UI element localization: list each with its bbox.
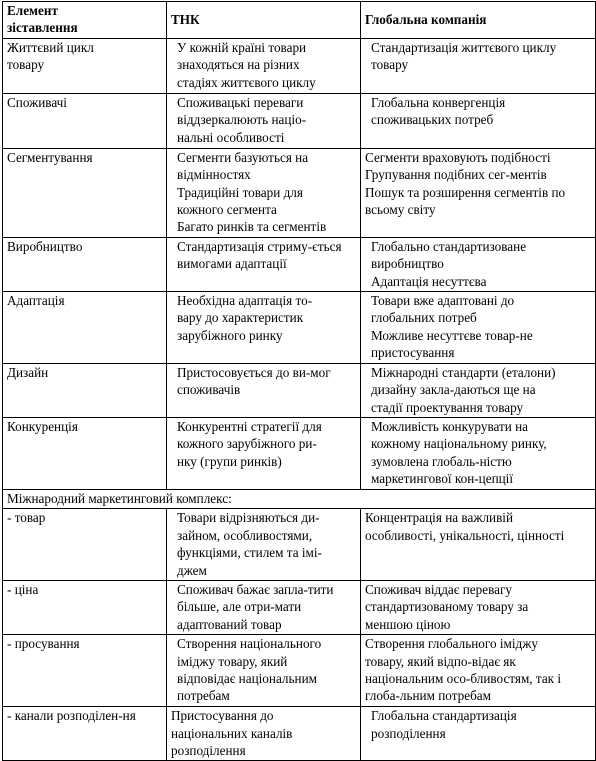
tnc-cell: Пристосування до національних каналів розподілення (167, 707, 361, 761)
row-label: Виробництво (3, 237, 167, 291)
row-label: Життєвий цикл товару (3, 38, 167, 93)
header-tnc: ТНК (167, 2, 361, 39)
row-label: Сегментування (3, 148, 167, 237)
table-row (3, 363, 596, 417)
tnc-cell: Створення національного іміджу товару, який відповідає національним потребам (167, 635, 361, 707)
tnc-cell: Споживацькі переваги віддзеркалюють націо- нальні особливості (167, 93, 361, 148)
global-cell: Можливість конкурувати на кожному національному ринку, зумовлена глобаль-ністю маркетингової кон-цепції (361, 417, 596, 489)
table-row (3, 237, 596, 291)
global-cell: Глобально стандартизоване виробництво Адаптація несуттєва (361, 237, 596, 291)
global-cell: Глобальна стандартизація розподілення (361, 707, 596, 761)
comparison-table (2, 1, 596, 761)
section-title: Міжнародний маркетинговий комплекс: (3, 489, 596, 508)
row-label: - канали розподілен-ня (3, 707, 167, 761)
table-row (3, 635, 596, 707)
global-cell: Сегменти враховують подібності Групування подібних сег-ментів Пошук та розширення сегментів по всьому світу (361, 148, 596, 237)
global-cell: Стандартизація життєвого циклу товару (361, 38, 596, 93)
tnc-cell: Сегменти базуються на відмінностях Традиційні товари для кожного сегмента Багато ринків та сегментів (167, 148, 361, 237)
row-label: Дизайн (3, 363, 167, 417)
global-cell: Створення глобального іміджу товару, який відпо-відає як національним осо-бливостям, так і глоба-льним потребам (361, 635, 596, 707)
table-row (3, 509, 596, 581)
table-row (3, 292, 596, 364)
table-row (3, 148, 596, 237)
tnc-cell: Стандартизація стриму-ється вимогами адаптації (167, 237, 361, 291)
tnc-cell: Необхідна адаптація то- вару до характеристик зарубіжного ринку (167, 292, 361, 364)
tnc-cell: У кожній країні товари знаходяться на різних стадіях життєвого циклу (167, 38, 361, 93)
tnc-cell: Конкурентні стратегії для кожного зарубіжного ри- нку (групи ринків) (167, 417, 361, 489)
table-row (3, 580, 596, 634)
table-row (3, 707, 596, 761)
row-label: Конкуренція (3, 417, 167, 489)
header-element: Елемент зіставлення (3, 2, 167, 39)
header-global-company: Глобальна компанія (361, 2, 596, 39)
table-row (3, 417, 596, 489)
table-row (3, 38, 596, 93)
row-label: Адаптація (3, 292, 167, 364)
row-label: Споживачі (3, 93, 167, 148)
table-row (3, 93, 596, 148)
tnc-cell: Пристосовується до ви-мог споживачів (167, 363, 361, 417)
tnc-cell: Споживач бажає запла-тити більше, але отри-мати адаптований товар (167, 580, 361, 634)
global-cell: Концентрація на важливій особливості, унікальності, цінності (361, 509, 596, 581)
row-label: - товар (3, 509, 167, 581)
row-label: - ціна (3, 580, 167, 634)
section-row (3, 489, 596, 508)
global-cell: Споживач віддає перевагу стандартизованому товару за меншою ціною (361, 580, 596, 634)
global-cell: Глобальна конвергенція споживацьких потреб (361, 93, 596, 148)
header-row (3, 2, 596, 39)
global-cell: Товари вже адаптовані до глобальних потреб Можливе несуттєве товар-не пристосування (361, 292, 596, 364)
row-label: - просування (3, 635, 167, 707)
global-cell: Міжнародні стандарти (еталони) дизайну закла-даються ще на стадії проектування товару (361, 363, 596, 417)
tnc-cell: Товари відрізняються ди- зайном, особливостями, функціями, стилем та імі- джем (167, 509, 361, 581)
